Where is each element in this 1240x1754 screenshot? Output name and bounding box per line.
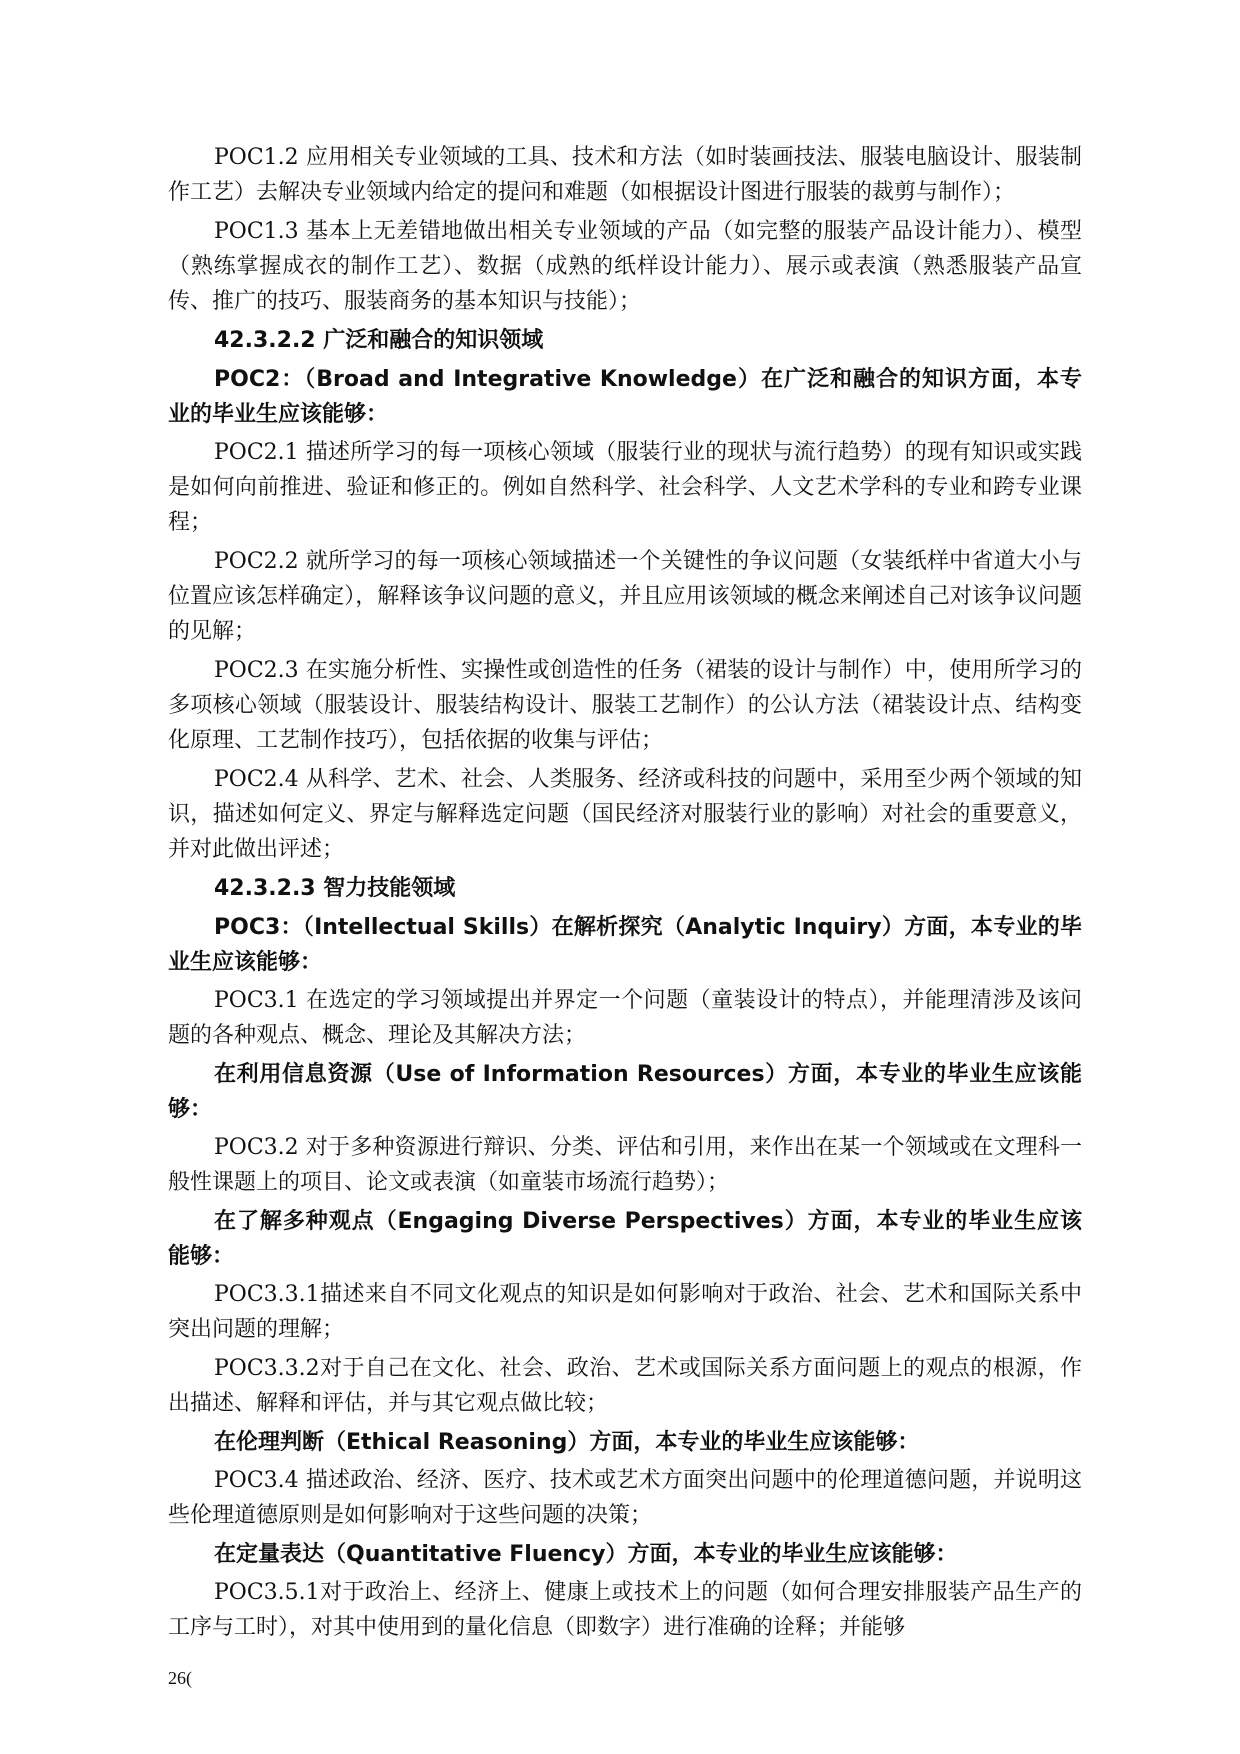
paragraph-poc3-3-1: POC3.3.1描述来自不同文化观点的知识是如何影响对于政治、社会、艺术和国际关系中突出问题的理解； [168,1282,1082,1342]
paragraph-poc3-2: POC3.2 对于多种资源进行辩识、分类、评估和引用，来作出在某一个领域或在文理科一般性课题上的项目、论文或表演（如童装市场流行趋势）； [168,1135,1082,1195]
paragraph-poc1-3: POC1.3 基本上无差错地做出相关专业领域的产品（如完整的服装产品设计能力）、模型（熟练掌握成衣的制作工艺）、数据（成熟的纸样设计能力）、展示或表演（熟悉服装产品宣传、推广的技巧、服装商务的基本知识与技能）； [168,219,1082,314]
bold-heading-information-resources: 在利用信息资源（Use of Information Resources）方面，本专业的毕业生应该能够： [168,1062,1082,1122]
bold-heading-poc2: POC2：（Broad and Integrative Knowledge）在广泛和融合的知识方面，本专业的毕业生应该能够： [168,367,1082,427]
paragraph-poc3-1: POC3.1 在选定的学习领域提出并界定一个问题（童装设计的特点），并能理清涉及该问题的各种观点、概念、理论及其解决方法； [168,988,1082,1048]
bold-heading-quantitative-fluency: 在定量表达（Quantitative Fluency）方面，本专业的毕业生应该能够： [214,1542,958,1567]
bold-heading-diverse-perspectives: 在了解多种观点（Engaging Diverse Perspectives）方面，本专业的毕业生应该能够： [168,1209,1082,1269]
page-number: 26( [168,1668,192,1688]
paragraph-poc2-1: POC2.1 描述所学习的每一项核心领域（服装行业的现状与流行趋势）的现有知识或实践是如何向前推进、验证和修正的。例如自然科学、社会科学、人文艺术学科的专业和跨专业课程； [168,440,1082,535]
paragraph-poc3-5-1: POC3.5.1对于政治上、经济上、健康上或技术上的问题（如何合理安排服装产品生产的工序与工时），对其中使用到的量化信息（即数字）进行准确的诠释；并能够 [168,1580,1082,1640]
bold-heading-ethical-reasoning: 在伦理判断（Ethical Reasoning）方面，本专业的毕业生应该能够： [214,1430,920,1455]
paragraph-poc2-4: POC2.4 从科学、艺术、社会、人类服务、经济或科技的问题中，采用至少两个领域的知识，描述如何定义、界定与解释选定问题（国民经济对服装行业的影响）对社会的重要意义，并对此做出评述； [168,767,1082,862]
bold-heading-poc3: POC3：（Intellectual Skills）在解析探究（Analytic Inquiry）方面，本专业的毕业生应该能够： [168,915,1082,975]
section-heading-42-3-2-2: 42.3.2.2 广泛和融合的知识领域 [214,328,544,353]
paragraph-poc1-2: POC1.2 应用相关专业领域的工具、技术和方法（如时装画技法、服装电脑设计、服装制作工艺）去解决专业领域内给定的提问和难题（如根据设计图进行服装的裁剪与制作）； [168,145,1082,205]
paragraph-poc2-3: POC2.3 在实施分析性、实操性或创造性的任务（裙装的设计与制作）中，使用所学习的多项核心领域（服装设计、服装结构设计、服装工艺制作）的公认方法（裙装设计点、结构变化原理、工艺制作技巧），包括依据的收集与评估； [168,658,1082,753]
paragraph-poc3-3-2: POC3.3.2对于自己在文化、社会、政治、艺术或国际关系方面问题上的观点的根源，作出描述、解释和评估，并与其它观点做比较； [168,1356,1082,1416]
paragraph-poc2-2: POC2.2 就所学习的每一项核心领域描述一个关键性的争议问题（女装纸样中省道大小与位置应该怎样确定），解释该争议问题的意义，并且应用该领域的概念来阐述自己对该争议问题的见解； [168,549,1082,644]
document-body [168,140,1082,1649]
paragraph-poc3-4: POC3.4 描述政治、经济、医疗、技术或艺术方面突出问题中的伦理道德问题，并说明这些伦理道德原则是如何影响对于这些问题的决策； [168,1468,1082,1528]
section-heading-42-3-2-3: 42.3.2.3 智力技能领域 [214,876,456,901]
